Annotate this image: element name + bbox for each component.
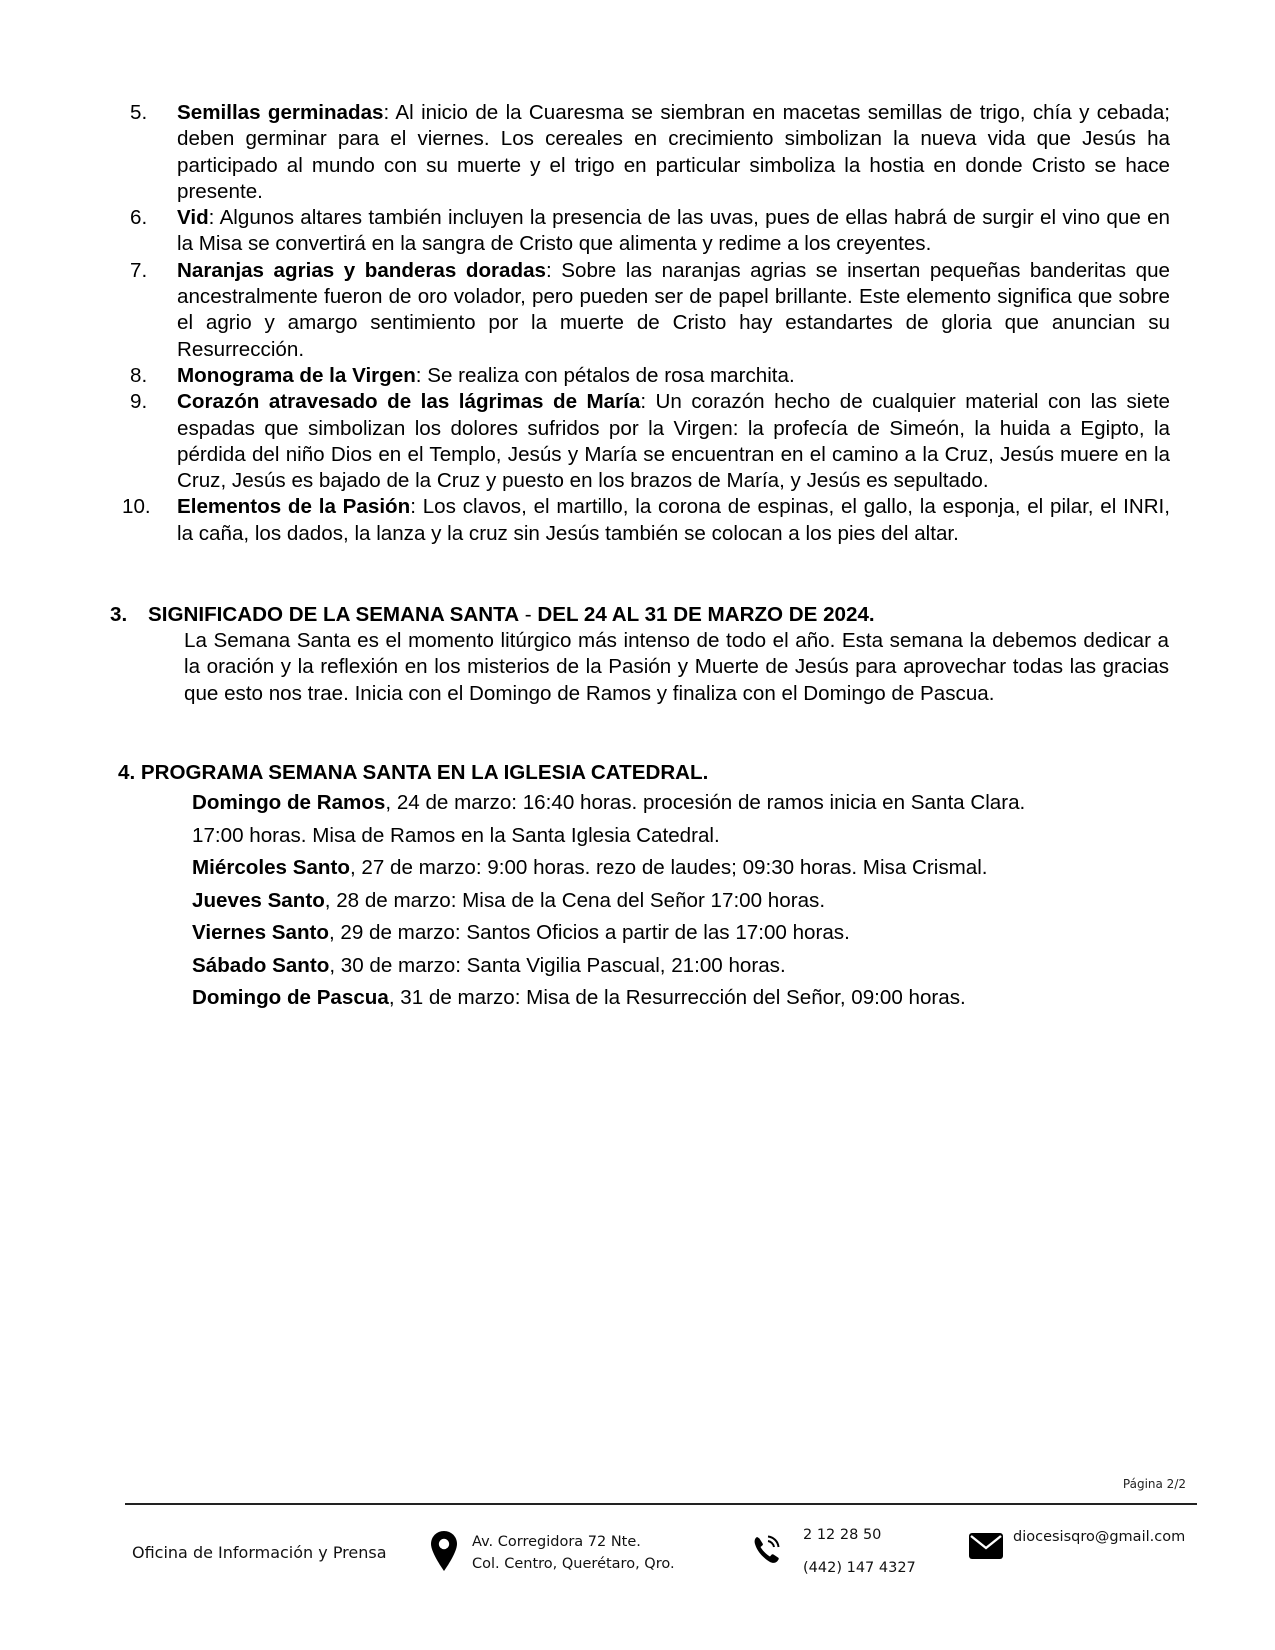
footer-phones bbox=[803, 1519, 916, 1585]
program-text: , 24 de marzo: 16:40 horas. procesión de ramos inicia en Santa Clara. bbox=[385, 791, 1026, 814]
list-term: Semillas germinadas bbox=[177, 101, 384, 124]
list-item bbox=[130, 100, 1170, 205]
section-number: 3. bbox=[110, 603, 128, 626]
program-day: Domingo de Pascua bbox=[192, 986, 389, 1009]
address-line-1: Av. Corregidora 72 Nte. bbox=[472, 1534, 641, 1550]
altar-elements-list bbox=[122, 100, 1171, 547]
program-day: Jueves Santo bbox=[192, 888, 325, 912]
list-text: : Al inicio de la Cuaresma se siembran en macetas semillas de trigo, chía y cebada; deben germinar para el viernes. Los cereales en crecimiento simbolizan la nueva vida que Jesús ha participado al mundo con su muerte y el trigo en particular simboliza la hostia en donde Cristo se hace presente. bbox=[177, 101, 1170, 203]
program-day: Miércoles Santo bbox=[192, 856, 350, 879]
list-item bbox=[122, 494, 1171, 547]
list-number: 5. bbox=[130, 101, 148, 124]
phone-icon bbox=[752, 1533, 782, 1565]
list-number: 6. bbox=[130, 206, 148, 230]
program-day: Viernes Santo bbox=[192, 921, 329, 944]
location-pin-icon bbox=[430, 1530, 458, 1572]
program-item bbox=[192, 852, 1192, 885]
phone-number-2: (442) 147 4327 bbox=[803, 1560, 916, 1576]
list-term: Corazón atravesado de las lágrimas de María bbox=[177, 390, 641, 414]
section-title-dash: - bbox=[519, 603, 538, 626]
section-title-date: DEL 24 AL 31 DE MARZO DE 2024. bbox=[537, 603, 875, 626]
footer-office-name: Oficina de Información y Prensa bbox=[132, 1543, 387, 1562]
program-text: , 27 de marzo: 9:00 horas. rezo de laudes; 09:30 horas. Misa Crismal. bbox=[349, 856, 988, 879]
list-text: : Algunos altares también incluyen la presencia de las uvas, pues de ellas habrá de surgir el vino que en la Misa se convertirá en la sangra de Cristo que alimenta y redime a los creyentes. bbox=[177, 206, 1170, 256]
list-number: 9. bbox=[130, 390, 148, 414]
program-text: , 28 de marzo: Misa de la Cena del Señor 17:00 horas. bbox=[324, 888, 826, 912]
list-number: 7. bbox=[130, 258, 148, 282]
program-text: 17:00 horas. Misa de Ramos en la Santa Iglesia Catedral. bbox=[192, 823, 720, 847]
program-item bbox=[192, 787, 1192, 820]
list-term: Naranjas agrias y banderas doradas bbox=[177, 258, 546, 282]
holy-week-program bbox=[192, 787, 1192, 1015]
section-3-heading bbox=[110, 602, 875, 628]
program-item bbox=[192, 950, 1192, 983]
footer-address bbox=[472, 1531, 675, 1575]
footer-divider bbox=[125, 1503, 1197, 1505]
program-text: , 31 de marzo: Misa de la Resurrección del Señor, 09:00 horas. bbox=[388, 986, 966, 1009]
program-item bbox=[192, 917, 1192, 950]
section-4-heading: 4. PROGRAMA SEMANA SANTA EN LA IGLESIA CATEDRAL. bbox=[118, 761, 709, 784]
program-day: Domingo de Ramos bbox=[192, 791, 386, 814]
list-text: : Se realiza con pétalos de rosa marchita. bbox=[415, 363, 795, 387]
phone-number-1: 2 12 28 50 bbox=[803, 1527, 882, 1543]
list-number: 10. bbox=[122, 495, 151, 519]
list-term: Elementos de la Pasión bbox=[177, 495, 411, 519]
list-item bbox=[130, 205, 1170, 258]
list-item bbox=[130, 363, 1170, 389]
program-item bbox=[192, 982, 1192, 1015]
program-item bbox=[192, 885, 1192, 918]
program-day: Sábado Santo bbox=[192, 953, 330, 977]
footer-email[interactable]: diocesisqro@gmail.com bbox=[1013, 1529, 1186, 1545]
list-text: : Sobre las naranjas agrias se insertan pequeñas banderitas que ancestralmente fueron de oro volador, pero pueden ser de papel brillante. Este elemento significa que sobre el agrio y amargo sentimiento por la muerte de Cristo hay estandartes de gloria que anuncian su Resurrección. bbox=[177, 258, 1170, 361]
list-number: 8. bbox=[130, 363, 148, 387]
section-3-paragraph: La Semana Santa es el momento litúrgico más intenso de todo el año. Esta semana la debemos dedicar a la oración y la reflexión en los misterios de la Pasión y Muerte de Jesús para aprovechar todas las gracias que esto nos trae. Inicia con el Domingo de Ramos y finaliza con el Domingo de Pascua. bbox=[184, 629, 1169, 705]
list-term: Monograma de la Virgen bbox=[177, 363, 416, 387]
address-line-2: Col. Centro, Querétaro, Qro. bbox=[472, 1556, 675, 1572]
program-text: , 29 de marzo: Santos Oficios a partir de las 17:00 horas. bbox=[328, 921, 850, 944]
program-item bbox=[192, 820, 1192, 853]
list-item bbox=[130, 258, 1170, 363]
list-item bbox=[130, 389, 1170, 494]
envelope-icon bbox=[968, 1532, 1004, 1560]
list-text: : Un corazón hecho de cualquier material con las siete espadas que simbolizan los dolores sufridos por la Virgen: la profecía de Simeón, la huida a Egipto, la pérdida del niño Dios en el Templo, Jesús y María se encuentran en el camino a la Cruz, Jesús muere en la Cruz, Jesús es bajado de la Cruz y puesto en los brazos de María, y Jesús es sepultado. bbox=[177, 390, 1170, 493]
section-title-part: SIGNIFICADO DE LA SEMANA SANTA bbox=[148, 603, 520, 626]
page-number: Página 2/2 bbox=[1122, 1477, 1186, 1491]
program-text: , 30 de marzo: Santa Vigilia Pascual, 21:00 horas. bbox=[329, 953, 786, 977]
list-text: : Los clavos, el martillo, la corona de espinas, el gallo, la esponja, el pilar, el INRI, la caña, los dados, la lanza y la cruz sin Jesús también se colocan a los pies del altar. bbox=[177, 495, 1171, 545]
list-term: Vid bbox=[177, 206, 209, 230]
